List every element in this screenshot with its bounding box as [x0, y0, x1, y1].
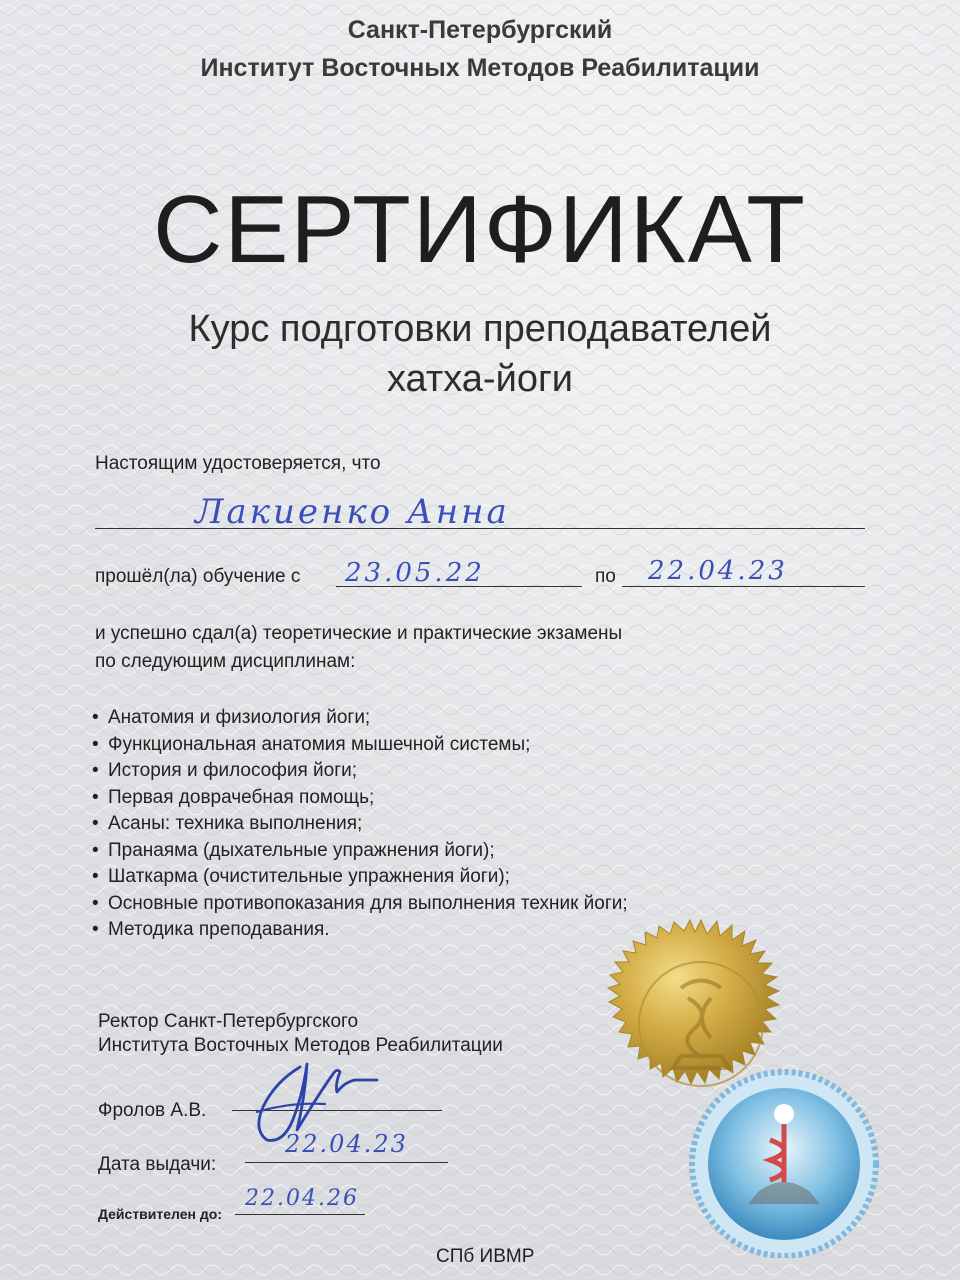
training-date-to: 22.04.23 — [648, 556, 788, 586]
issue-date-line — [245, 1162, 448, 1163]
discipline-item: • История и философия йоги; — [92, 758, 628, 785]
course-title-line2: хатха-йоги — [386, 358, 574, 400]
rector-title-line1: Ректор Санкт-Петербургского — [98, 1011, 359, 1032]
issue-date-label: Дата выдачи: — [98, 1154, 217, 1175]
bullet-icon: • — [92, 760, 99, 781]
bullet-icon: • — [92, 892, 99, 914]
discipline-item: • Основные противопоказания для выполнения техник йоги; — [92, 891, 628, 918]
date-to-line — [622, 586, 865, 587]
institute-name-line2: Институт Восточных Методов Реабилитации — [200, 54, 760, 82]
institute-name-line1: Санкт-Петербургский — [347, 16, 613, 44]
bullet-icon: • — [92, 839, 99, 861]
footer-abbreviation: СПб ИВМР — [436, 1246, 535, 1267]
bullet-icon: • — [92, 786, 99, 808]
bullet-icon: • — [92, 919, 99, 940]
certify-text: Настоящим удостоверяется, что — [95, 453, 381, 474]
blue-seal-icon — [680, 1062, 888, 1258]
rector-title-line2: Института Восточных Методов Реабилитации — [98, 1035, 503, 1056]
course-title-line1: Курс подготовки преподавателей — [188, 308, 772, 350]
training-from-label: прошёл(ла) обучение с — [95, 566, 301, 587]
discipline-item: • Асаны: техника выполнения; — [92, 811, 628, 838]
discipline-item: • Функциональная анатомия мышечной системы; — [92, 732, 628, 759]
valid-until-date: 22.04.26 — [245, 1186, 359, 1211]
valid-until-label: Действителен до: — [98, 1206, 222, 1222]
disciplines-list — [92, 705, 628, 944]
exams-text-line2: по следующим дисциплинам: — [95, 651, 356, 672]
discipline-item: • Методика преподавания. — [92, 917, 628, 944]
training-to-label: по — [595, 566, 616, 587]
discipline-item: • Пранаяма (дыхательные упражнения йоги); — [92, 838, 628, 865]
bullet-icon: • — [92, 707, 99, 728]
rector-name: Фролов А.В. — [98, 1100, 207, 1121]
bullet-icon: • — [92, 733, 99, 755]
bullet-icon: • — [92, 866, 99, 887]
discipline-item: • Первая доврачебная помощь; — [92, 785, 628, 812]
bullet-icon: • — [92, 813, 99, 834]
valid-until-line — [235, 1214, 365, 1215]
recipient-name: Лакиенко Анна — [195, 492, 510, 532]
issue-date: 22.04.23 — [285, 1130, 408, 1158]
exams-text-line1: и успешно сдал(а) теоретические и практические экзамены — [95, 623, 623, 644]
discipline-item: • Анатомия и физиология йоги; — [92, 705, 628, 732]
discipline-item: • Шаткарма (очистительные упражнения йоги); — [92, 864, 628, 891]
training-date-from: 23.05.22 — [345, 558, 485, 588]
certificate-title: СЕРТИФИКАТ — [153, 176, 807, 283]
